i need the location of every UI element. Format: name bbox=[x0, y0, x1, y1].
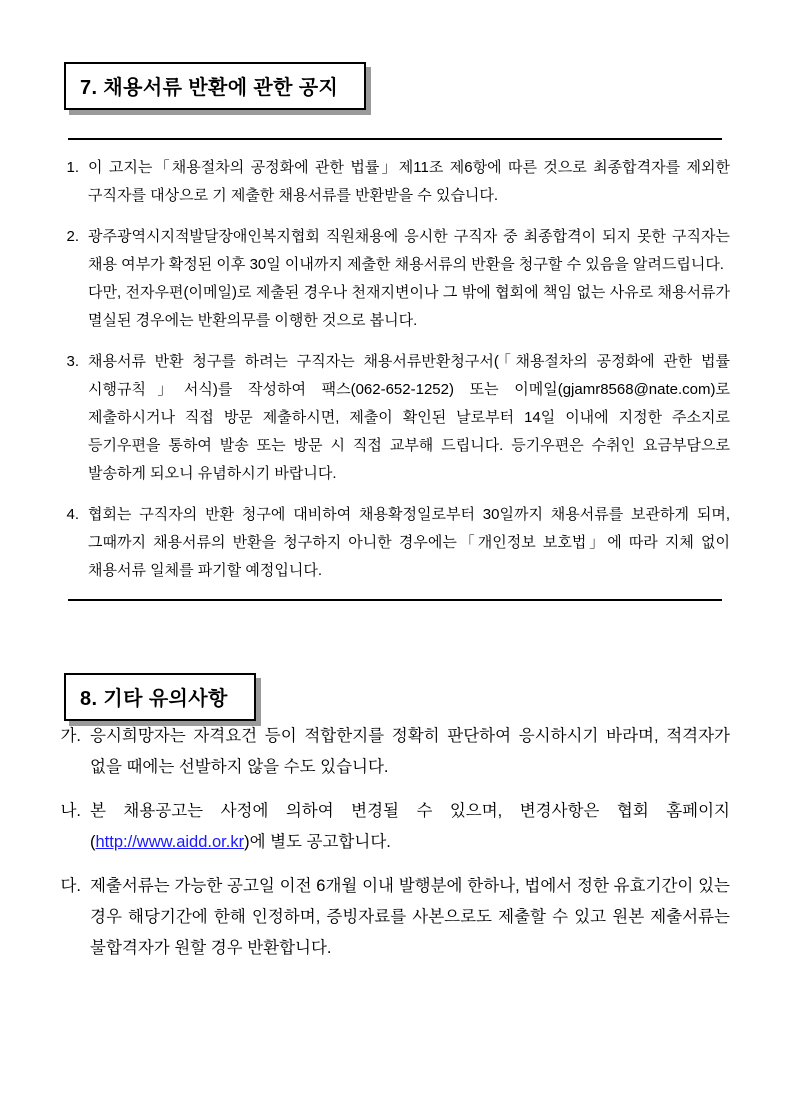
paragraph-text: 본 채용공고는 사정에 의하여 변경될 수 있으며, 변경사항은 협회 홈페이지( bbox=[90, 802, 730, 851]
section-8-list bbox=[60, 721, 730, 964]
list-item bbox=[60, 223, 730, 335]
list-item bbox=[60, 871, 730, 964]
list-item-body bbox=[88, 501, 730, 585]
list-marker: 나. bbox=[60, 802, 81, 820]
list-item bbox=[60, 796, 730, 858]
list-item-body bbox=[90, 871, 730, 964]
paragraph: 광주광역시지적발달장애인복지협회 직원채용에 응시한 구직자 중 최종합격이 되지 못한 구직자는 채용 여부가 확정된 이후 30일 이내까지 제출한 채용서류의 반환을 청구할 수 있음을 알려드립니다. bbox=[88, 228, 730, 273]
section-other-notes bbox=[60, 673, 730, 964]
paragraph-text: )에 별도 공고합니다. bbox=[244, 833, 391, 851]
paragraph: 이 고지는「채용절차의 공정화에 관한 법률」제11조 제6항에 따른 것으로 최종합격자를 제외한 구직자를 대상으로 기 제출한 채용서류를 반환받을 수 있습니다. bbox=[88, 159, 730, 204]
list-item-body bbox=[88, 348, 730, 488]
section-7-top-rule bbox=[68, 138, 722, 140]
section-7-heading-label: 7. 채용서류 반환에 관한 공지 bbox=[64, 62, 366, 110]
section-7-list bbox=[60, 154, 730, 585]
list-marker: 3. bbox=[66, 353, 79, 370]
list-item-body bbox=[90, 721, 730, 783]
list-marker: 가. bbox=[60, 727, 81, 745]
list-item bbox=[60, 154, 730, 210]
list-marker: 1. bbox=[66, 159, 79, 176]
section-7-heading bbox=[64, 62, 366, 110]
paragraph: 협회는 구직자의 반환 청구에 대비하여 채용확정일로부터 30일까지 채용서류를 보관하게 되며, 그때까지 채용서류의 반환을 청구하지 아니한 경우에는「개인정보 보호법」에 따라 지체 없이 채용서류 일체를 파기할 예정입니다. bbox=[88, 506, 730, 579]
list-item bbox=[60, 501, 730, 585]
section-recruitment-document-return bbox=[60, 62, 730, 601]
list-item-body bbox=[88, 154, 730, 210]
paragraph-text: 제출서류는 가능한 공고일 이전 6개월 이내 발행분에 한하나, 법에서 정한 유효기간이 있는 경우 해당기간에 한해 인정하며, 증빙자료를 사본으로도 제출할 수 있고 원본 제출서류는 불합격자가 원할 경우 반환합니다. bbox=[90, 877, 730, 957]
list-marker: 2. bbox=[66, 228, 79, 245]
association-homepage-link[interactable]: http://www.aidd.or.kr bbox=[95, 833, 245, 851]
list-item bbox=[60, 721, 730, 783]
section-8-heading-label: 8. 기타 유의사항 bbox=[64, 673, 256, 721]
list-item-body bbox=[88, 223, 730, 335]
list-item-body bbox=[90, 796, 730, 858]
list-marker: 4. bbox=[66, 506, 79, 523]
paragraph: 채용서류 반환 청구를 하려는 구직자는 채용서류반환청구서(「채용절차의 공정화에 관한 법률 시행규칙」서식)를 작성하여 팩스(062-652-1252) 또는 이메일(gjamr8568@nate.com)로 제출하시거나 직접 방문 제출하시면, 제출이 확인된 날로부터 14일 이내에 지정한 주소지로 등기우편을 통하여 발송 또는 방문 시 직접 교부해 드립니다. 등기우편은 수취인 요금부담으로 발송하게 되오니 유념하시기 바랍니다. bbox=[88, 353, 730, 482]
paragraph: 다만, 전자우편(이메일)로 제출된 경우나 천재지변이나 그 밖에 협회에 책임 없는 사유로 채용서류가 멸실된 경우에는 반환의무를 이행한 것으로 봅니다. bbox=[88, 284, 730, 329]
list-item bbox=[60, 348, 730, 488]
paragraph-text: 응시희망자는 자격요건 등이 적합한지를 정확히 판단하여 응시하시기 바라며, 적격자가 없을 때에는 선발하지 않을 수도 있습니다. bbox=[90, 727, 730, 776]
section-8-heading bbox=[64, 673, 256, 721]
section-7-bottom-rule bbox=[68, 599, 722, 601]
list-marker: 다. bbox=[60, 877, 81, 895]
